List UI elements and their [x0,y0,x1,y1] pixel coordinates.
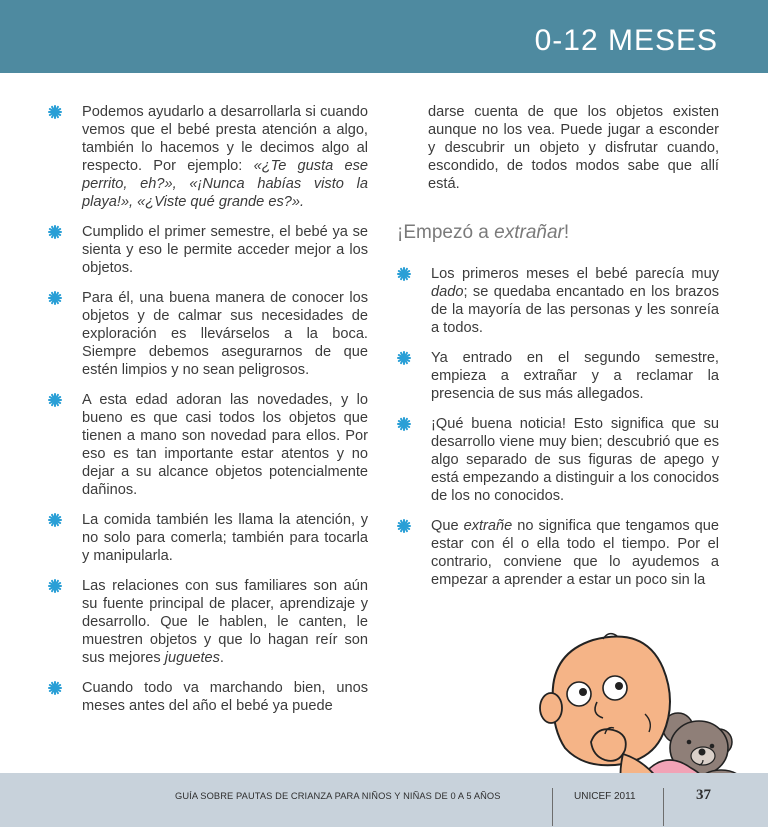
text-run: Cumplido el primer semestre, el bebé ya se sienta y eso le permite acceder mejor a los objetos. [82,224,368,276]
right-text-column [397,103,719,601]
bullet-text [82,578,368,666]
star-bullet-icon [48,105,62,119]
text-run: Cuando todo va marchando bien, unos meses antes del año el bebé ya puede [82,680,368,714]
bullet-item [397,349,719,403]
text-run: Ya entrado en el segundo semestre, empieza a extrañar y a reclamar la presencia de sus más allegados. [431,350,719,402]
text-run: Que [431,518,464,534]
footer-divider [663,788,664,826]
star-bullet-icon [48,225,62,239]
page-header-band [0,0,768,73]
bullet-item [48,103,368,211]
text-run: no significa que tengamos que estar con él o ella todo el tiempo. Por el contrario, conviene que lo ayudemos a empezar a aprender a estar un poco sin la [431,518,719,588]
bullet-text [431,350,719,402]
star-bullet-icon [48,291,62,305]
star-bullet-icon [48,393,62,407]
star-bullet-icon [48,681,62,695]
bullet-text [82,224,368,276]
bullet-text [82,290,368,378]
heading-end-text: ! [563,222,570,243]
footer-divider [552,788,553,826]
footer-guide-title: GUÍA SOBRE PAUTAS DE CRIANZA PARA NIÑOS Y NIÑAS DE 0 A 5 AÑOS [175,791,501,801]
text-run: Los primeros meses el bebé parecía muy [431,266,719,282]
section-heading [397,224,719,242]
text-run: La comida también les llama la atención, y no solo para comerla; también para tocarla y manipularla. [82,512,368,564]
text-run: A esta edad adoran las novedades, y lo bueno es que casi todos los objetos que tienen a mano son novedad para ellos. Por eso es tan importante estar atentos y no dejar a su alcance objetos potencialmente dañinos. [82,392,368,498]
bullet-item [48,511,368,565]
bullet-text [431,416,719,504]
star-bullet-icon [48,579,62,593]
bullet-item [48,289,368,379]
star-bullet-icon [48,513,62,527]
right-bullet-list [397,265,719,589]
star-bullet-icon [397,519,411,533]
text-run: Para él, una buena manera de conocer los objetos y de calmar sus necesidades de exploración es llevárselos a la boca. Siempre debemos asegurarnos de que estén limpios y no sean peligrosos. [82,290,368,378]
bullet-item [397,517,719,589]
text-run: ; se quedaba encantado en los brazos de la mayoría de las personas y les sonreía a todos. [431,284,719,336]
page-number: 37 [696,787,711,803]
text-run: ¡Qué buena noticia! Esto significa que su desarrollo viene muy bien; descubrió que es algo separado de sus figuras de apego y está empezando a distinguir a los conocidos de los no conocidos. [431,416,719,504]
text-run: . [219,650,224,666]
italic-text: dado [431,284,464,300]
italic-text: «¿Te gusta ese perrito, eh?», «¡Nunca habías visto la playa!», «¿Viste qué grande es?». [82,158,368,210]
bullet-text [82,512,368,564]
text-run: Las relaciones con sus familiares son aún su fuente principal de placer, aprendizaje y desarrollo. Que le hablen, le canten, le muestren objetos y que lo hagan reír son sus mejores [82,578,368,666]
section-title: 0-12 MESES [534,24,718,57]
bullet-item [48,679,368,715]
bullet-item [397,265,719,337]
bullet-text [431,266,719,336]
italic-text: juguetes [164,650,220,666]
star-bullet-icon [397,351,411,365]
bullet-item [48,577,368,667]
italic-text: extrañe [463,518,513,534]
heading-text: ¡Empezó a [397,222,495,243]
bullet-item [48,223,368,277]
bullet-text [82,104,368,210]
bullet-text [82,392,368,498]
star-bullet-icon [397,417,411,431]
bullet-item [397,415,719,505]
heading-italic-text: extrañar [494,222,564,243]
bullet-text [82,680,368,714]
footer-organization: UNICEF 2011 [574,791,636,802]
bullet-item [48,391,368,499]
continued-paragraph: darse cuenta de que los objetos existen aunque no los vea. Puede jugar a esconder y descubrir un objeto y disfrutar cuando, escondido, de todos modos sabe que allí está. [428,104,719,192]
left-text-column [48,103,368,727]
star-bullet-icon [397,267,411,281]
text-run: Podemos ayudarlo a desarrollarla si cuando vemos que el bebé presta atención a algo, también lo hacemos y le decimos algo al respecto. Por ejemplo: [82,104,368,174]
bullet-text [431,518,719,588]
